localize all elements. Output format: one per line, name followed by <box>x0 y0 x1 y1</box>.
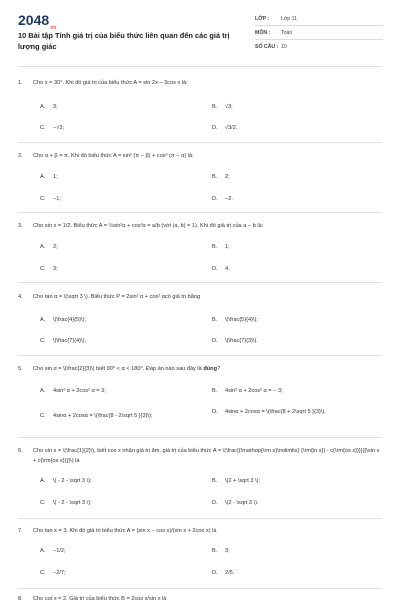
option-2a[interactable]: A. 1; <box>40 174 58 180</box>
option-2c[interactable]: C. −1; <box>40 196 61 202</box>
question-5: 5. Cho sin α = \(\frac{2}{3}\) biết 90° < α < 180°. Đáp án nào sau đây là đúng? <box>18 366 221 372</box>
option-6a[interactable]: A. \( - 2 - \sqrt 3 \); <box>40 478 92 484</box>
divider <box>255 25 383 26</box>
option-6b[interactable]: B. \(2 + \sqrt 3 \); <box>212 478 260 484</box>
option-1d[interactable]: D. √3/2. <box>212 125 238 131</box>
divider <box>18 518 382 519</box>
meta-subject: MÔN : Toán <box>255 30 293 36</box>
question-4: 4. Cho tan α = \(\sqrt 3 \). Biểu thức P = 2sin² α + cos² αcó giá trị bằng <box>18 294 201 300</box>
option-1c[interactable]: C. −√3; <box>40 125 65 131</box>
question-1: 1. Cho x = 30°. Khi đó giá trị của biểu thức A = sin 2x − 3cos x là: <box>18 80 188 86</box>
divider <box>18 212 382 213</box>
option-4a[interactable]: A. \(\frac{4}{5}\); <box>40 317 86 323</box>
divider <box>255 39 383 40</box>
option-5d[interactable]: D. 4sinα + 2cosα = \(\frac{8 + 2\sqrt 5 }{3}\). <box>212 409 326 415</box>
meta-count: SỐ CÂU : 10 <box>255 44 287 50</box>
question-3: 3. Cho sin x = 1/2. Biểu thức A = ½sin²α + cos²α = a/b (với (a, b) = 1). Khi đó giá trị của a − b là: <box>18 223 264 229</box>
option-3d[interactable]: D. 4. <box>212 266 230 272</box>
question-2: 2. Cho α + β = π. Khi đó biểu thức A = sin² (π − β) + cos² (π − α) là: <box>18 153 194 159</box>
divider <box>18 588 382 589</box>
option-1a[interactable]: A. 3; <box>40 104 58 110</box>
option-3a[interactable]: A. 2; <box>40 244 58 250</box>
option-7d[interactable]: D. 2/5. <box>212 570 235 576</box>
question-6: 6. Cho sin x = \(\frac{1}{2}\), biết cos x nhận giá trị âm, giá trị của biểu thức A = \(\frac{{\mathop{\rm s}\nolimits} {\rm{in x}} - c{\rm{os x}}}}{{\sin x + c{\rm{os x}}}}\) là <box>18 448 380 464</box>
site-logo[interactable]: $2048_{.vn}$ <box>18 12 57 31</box>
option-7c[interactable]: C. −2/7; <box>40 570 66 576</box>
option-6c[interactable]: C. \( - 2 - \sqrt 3 \); <box>40 500 92 506</box>
option-5a[interactable]: A. 4sin² α + 2cos² α = 3; <box>40 388 106 394</box>
option-1b[interactable]: B. √3; <box>212 104 233 110</box>
option-4d[interactable]: D. \(\frac{7}{3}\). <box>212 338 258 344</box>
divider <box>18 437 382 438</box>
option-7a[interactable]: A. −1/2; <box>40 548 66 554</box>
option-5c[interactable]: C. 4sinα + 2cosα = \(\frac{8 - 2\sqrt 5 }{3}\); <box>40 413 153 419</box>
option-6d[interactable]: D. \(2 - \sqrt 3 \). <box>212 500 259 506</box>
divider <box>18 355 382 356</box>
option-2b[interactable]: B. 2; <box>212 174 230 180</box>
option-4c[interactable]: C. \(\frac{7}{4}\); <box>40 338 86 344</box>
divider <box>18 66 382 67</box>
option-3c[interactable]: C. 3; <box>40 266 58 272</box>
meta-class: LỚP : Lớp 11 <box>255 16 297 22</box>
page-title: 10 Bài tập Tính giá trị của biểu thức liên quan đến các giá trị lượng giác <box>18 31 230 51</box>
question-7: 7. Cho tan x = 3. Khi đó giá trị biểu thức A = (sin x − cos x)/(sin x + 2cos x) là <box>18 528 217 534</box>
divider <box>18 142 382 143</box>
divider <box>18 282 382 283</box>
option-2d[interactable]: D. −2. <box>212 196 233 202</box>
option-7b[interactable]: B. 3; <box>212 548 230 554</box>
question-8: 8. Cho cot x = 2. Giá trị của biểu thức B = 2cos x/sin x là <box>18 596 167 600</box>
option-5b[interactable]: B. 4sin² α + 2cos² α = − 3; <box>212 388 283 394</box>
option-4b[interactable]: B. \(\frac{5}{4}\); <box>212 317 258 323</box>
option-3b[interactable]: B. 1; <box>212 244 230 250</box>
document-header <box>0 0 400 62</box>
